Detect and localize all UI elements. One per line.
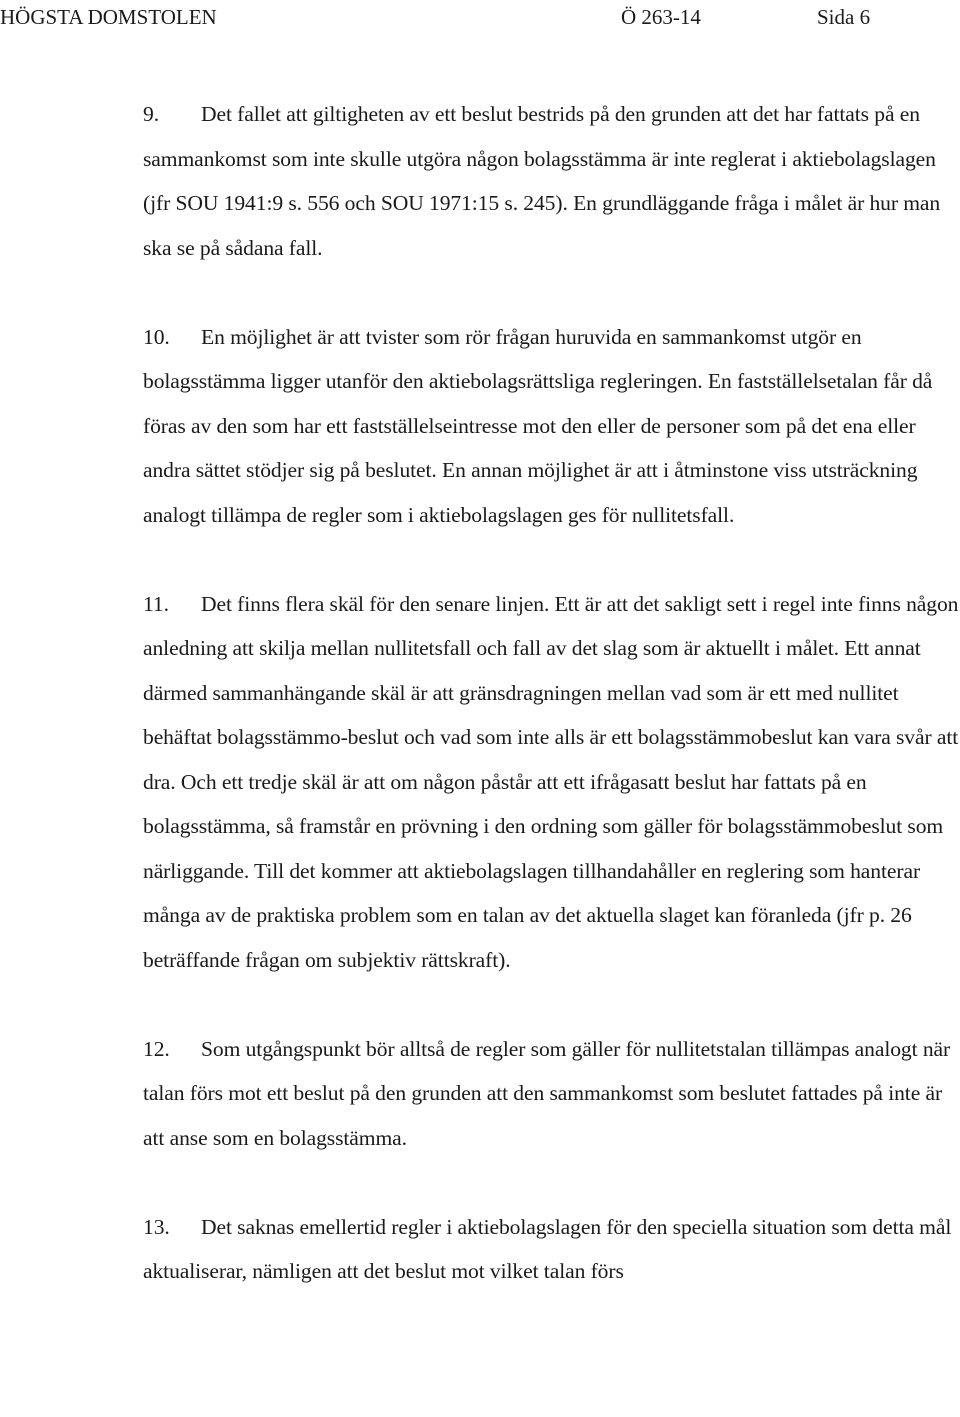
paragraph-11 <box>143 582 959 983</box>
paragraph-text: Som utgångspunkt bör alltså de regler som gäller för nullitetstalan tillämpas analogt när talan förs mot ett beslut på den grunden att den sammankomst som beslutet fattades på inte är att anse som en bolagsstämma. <box>143 1036 951 1150</box>
paragraph-10 <box>143 315 959 538</box>
paragraph-13 <box>143 1205 959 1294</box>
paragraph-text: En möjlighet är att tvister som rör frågan huruvida en sammankomst utgör en bolagsstämma ligger utanför den aktiebolagsrättsliga regleringen. En fastställelsetalan får då föras av den som har ett fastställelseintresse mot den eller de personer som på det ena eller andra sättet stödjer sig på beslutet. En annan möjlighet är att i åtminstone viss utsträckning analogt tillämpa de regler som i aktiebolagslagen ges för nullitetsfall. <box>143 324 933 527</box>
paragraph-number: 12. <box>143 1036 170 1061</box>
paragraph-number: 11. <box>143 591 169 616</box>
paragraph-number: 13. <box>143 1214 170 1239</box>
case-number: Ö 263-14 <box>621 5 701 29</box>
paragraph-9 <box>143 92 959 270</box>
page-number: Sida 6 <box>817 5 871 29</box>
document-body <box>143 92 959 1338</box>
paragraph-text: Det finns flera skäl för den senare linjen. Ett är att det sakligt sett i regel inte finns någon anledning att skilja mellan nullitetsfall och fall av det slag som är aktuellt i målet. Ett annat därmed sammanhängande skäl är att gränsdragningen mellan vad som är ett med nullitet behäftat bolagsstämmo-beslut och vad som inte alls är ett bolagsstämmobeslut kan vara svår att dra. Och ett tredje skäl är att om någon påstår att ett ifrågasatt beslut har fattats på en bolagsstämma, så framstår en prövning i den ordning som gäller för bolagsstämmobeslut som närliggande. Till det kommer att aktiebolagslagen tillhandahåller en reglering som hanterar många av de praktiska problem som en talan av det aktuella slaget kan föranleda (jfr p. 26 beträffande frågan om subjektiv rättskraft). <box>143 591 959 972</box>
court-name: HÖGSTA DOMSTOLEN <box>0 5 217 29</box>
page-header <box>0 2 960 32</box>
paragraph-text: Det fallet att giltigheten av ett beslut bestrids på den grunden att det har fattats på en sammankomst som inte skulle utgöra någon bolagsstämma är inte reglerat i aktiebolagslagen (jfr SOU 1941:9 s. 556 och SOU 1971:15 s. 245). En grundläggande fråga i målet är hur man ska se på sådana fall. <box>143 102 941 260</box>
paragraph-text: Det saknas emellertid regler i aktiebolagslagen för den speciella situation som detta mål aktualiserar, nämligen att det beslut mot vilket talan förs <box>143 1214 952 1283</box>
paragraph-12 <box>143 1027 959 1161</box>
paragraph-number: 10. <box>143 324 170 349</box>
paragraph-number: 9. <box>143 102 159 126</box>
